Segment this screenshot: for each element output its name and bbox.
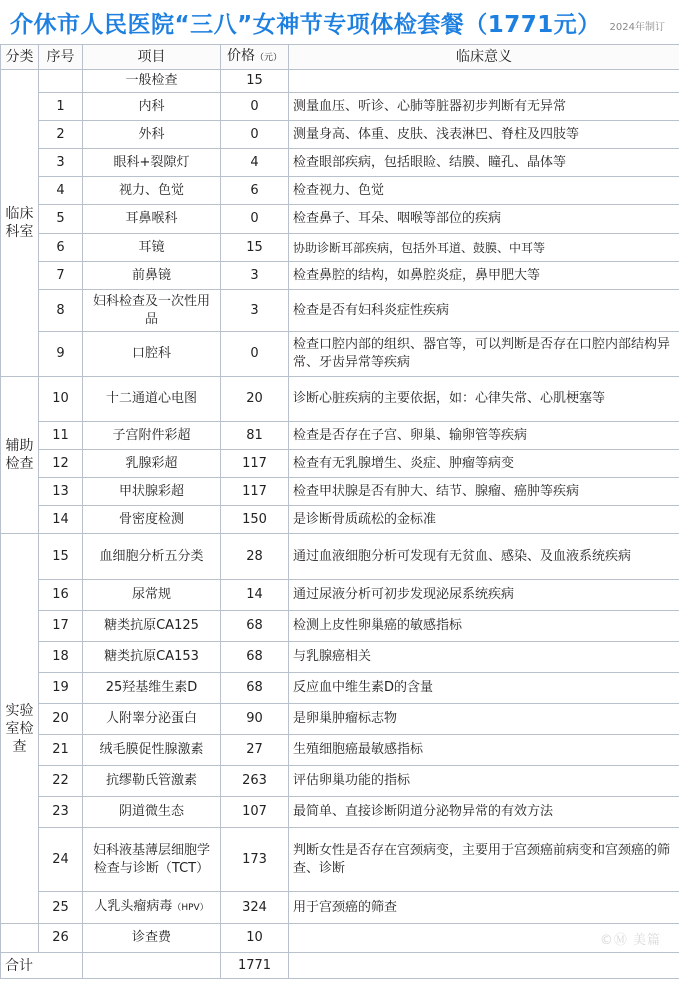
table-row xyxy=(1,766,679,797)
meaning-cell: 诊断心脏疾病的主要依据，如：心律失常、心肌梗塞等 xyxy=(289,377,679,422)
seq-cell: 16 xyxy=(39,580,83,611)
meaning-cell: 判断女性是否存在宫颈病变，主要用于宫颈癌前病变和宫颈癌的筛查、诊断 xyxy=(289,828,679,892)
seq-cell: 9 xyxy=(39,332,83,377)
page-title: 介休市人民医院“三八”女神节专项体检套餐（1771元） xyxy=(10,12,601,38)
header-category: 分类 xyxy=(1,45,39,70)
table-header-row xyxy=(1,45,679,70)
header-item: 项目 xyxy=(83,45,221,70)
header-meaning: 临床意义 xyxy=(289,45,679,70)
seq-cell: 18 xyxy=(39,642,83,673)
price-cell: 4 xyxy=(221,149,289,177)
price-cell: 6 xyxy=(221,177,289,205)
item-cell: 乳腺彩超 xyxy=(83,450,221,478)
item-cell: 血细胞分析五分类 xyxy=(83,534,221,580)
table-row xyxy=(1,205,679,234)
table-row xyxy=(1,234,679,262)
price-cell: 20 xyxy=(221,377,289,422)
price-cell: 68 xyxy=(221,673,289,704)
meaning-cell: 检查是否有妇科炎症性疾病 xyxy=(289,290,679,332)
header-price-unit: （元） xyxy=(254,53,282,63)
seq-cell: 1 xyxy=(39,93,83,121)
table-row xyxy=(1,797,679,828)
seq-cell: 19 xyxy=(39,673,83,704)
item-cell: 耳镜 xyxy=(83,234,221,262)
header xyxy=(0,0,679,44)
item-cell: 前鼻镜 xyxy=(83,262,221,290)
total-label: 合计 xyxy=(1,953,83,979)
item-name: 人乳头瘤病毒 xyxy=(94,899,173,914)
price-cell: 107 xyxy=(221,797,289,828)
item-cell: 妇科检查及一次性用品 xyxy=(83,290,221,332)
meaning-cell: 检查鼻子、耳朵、咽喉等部位的疾病 xyxy=(289,205,679,234)
header-seq: 序号 xyxy=(39,45,83,70)
checkup-package-table xyxy=(0,44,679,979)
seq-cell: 10 xyxy=(39,377,83,422)
price-cell: 27 xyxy=(221,735,289,766)
meaning-cell: 测量身高、体重、皮肤、浅表淋巴、脊柱及四肢等 xyxy=(289,121,679,149)
seq-cell: 24 xyxy=(39,828,83,892)
table-row xyxy=(1,149,679,177)
item-cell: 绒毛膜促性腺激素 xyxy=(83,735,221,766)
price-cell: 0 xyxy=(221,93,289,121)
item-cell: 视力、色觉 xyxy=(83,177,221,205)
header-price-label: 价格 xyxy=(226,48,255,64)
meaning-cell: 检查有无乳腺增生、炎症、肿瘤等病变 xyxy=(289,450,679,478)
table-row xyxy=(1,892,679,924)
price-cell: 28 xyxy=(221,534,289,580)
item-cell: 骨密度检测 xyxy=(83,506,221,534)
meaning-cell: 与乳腺癌相关 xyxy=(289,642,679,673)
seq-cell: 12 xyxy=(39,450,83,478)
seq-cell: 25 xyxy=(39,892,83,924)
table-row xyxy=(1,450,679,478)
item-cell: 十二通道心电图 xyxy=(83,377,221,422)
meaning-cell: 是卵巢肿瘤标志物 xyxy=(289,704,679,735)
meaning-cell: 反应血中维生素D的含量 xyxy=(289,673,679,704)
item-cell: 抗缪勒氏管激素 xyxy=(83,766,221,797)
seq-cell: 11 xyxy=(39,422,83,450)
price-cell: 68 xyxy=(221,611,289,642)
table-row xyxy=(1,580,679,611)
item-cell: 诊查费 xyxy=(83,924,221,953)
price-cell: 263 xyxy=(221,766,289,797)
meaning-cell: 协助诊断耳部疾病，包括外耳道、鼓膜、中耳等 xyxy=(289,234,679,262)
table-row xyxy=(1,290,679,332)
price-cell: 3 xyxy=(221,290,289,332)
item-cell: 子宫附件彩超 xyxy=(83,422,221,450)
table-row xyxy=(1,262,679,290)
item-cell: 妇科液基薄层细胞学检查与诊断（TCT） xyxy=(83,828,221,892)
price-cell: 3 xyxy=(221,262,289,290)
table-row xyxy=(1,828,679,892)
meaning-cell: 检查眼部疾病，包括眼睑、结膜、瞳孔、晶体等 xyxy=(289,149,679,177)
table-row xyxy=(1,422,679,450)
price-cell: 10 xyxy=(221,924,289,953)
seq-cell: 22 xyxy=(39,766,83,797)
price-cell: 324 xyxy=(221,892,289,924)
item-note: （HPV） xyxy=(172,903,209,913)
item-cell: 糖类抗原CA153 xyxy=(83,642,221,673)
price-cell: 0 xyxy=(221,205,289,234)
seq-cell: 2 xyxy=(39,121,83,149)
item-cell: 耳鼻喉科 xyxy=(83,205,221,234)
seq-cell: 8 xyxy=(39,290,83,332)
seq-cell: 26 xyxy=(39,924,83,953)
item-cell: 人附睾分泌蛋白 xyxy=(83,704,221,735)
meaning-cell: 测量血压、听诊、心肺等脏器初步判断有无异常 xyxy=(289,93,679,121)
meaning-cell: 是诊断骨质疏松的金标准 xyxy=(289,506,679,534)
price-cell: 117 xyxy=(221,450,289,478)
total-row xyxy=(1,953,679,979)
table-row xyxy=(1,177,679,205)
table-row xyxy=(1,924,679,953)
table-row xyxy=(1,704,679,735)
meaning-cell: 用于宫颈癌的筛查 xyxy=(289,892,679,924)
year-note: 2024年制订 xyxy=(609,22,665,33)
category-lab: 实验室检查 xyxy=(1,534,39,924)
watermark: ©Ⓜ 美篇 xyxy=(599,933,661,948)
seq-cell: 14 xyxy=(39,506,83,534)
price-cell: 15 xyxy=(221,234,289,262)
price-cell: 81 xyxy=(221,422,289,450)
price-cell: 117 xyxy=(221,478,289,506)
item-cell: 口腔科 xyxy=(83,332,221,377)
table-row xyxy=(1,121,679,149)
table-row xyxy=(1,377,679,422)
header-price xyxy=(221,45,289,70)
price-cell: 173 xyxy=(221,828,289,892)
price-cell: 15 xyxy=(221,70,289,93)
meaning-cell: 检测上皮性卵巢癌的敏感指标 xyxy=(289,611,679,642)
seq-cell: 23 xyxy=(39,797,83,828)
meaning-cell: 通过血液细胞分析可发现有无贫血、感染、及血液系统疾病 xyxy=(289,534,679,580)
meaning-cell: 生殖细胞癌最敏感指标 xyxy=(289,735,679,766)
item-cell: 外科 xyxy=(83,121,221,149)
table-row xyxy=(1,70,679,93)
price-cell: 90 xyxy=(221,704,289,735)
seq-cell: 21 xyxy=(39,735,83,766)
seq-cell: 6 xyxy=(39,234,83,262)
item-cell: 糖类抗原CA125 xyxy=(83,611,221,642)
item-cell xyxy=(83,892,221,924)
table-row xyxy=(1,673,679,704)
table-row xyxy=(1,93,679,121)
seq-cell: 3 xyxy=(39,149,83,177)
table-row xyxy=(1,534,679,580)
table-row xyxy=(1,611,679,642)
price-cell: 14 xyxy=(221,580,289,611)
price-cell: 0 xyxy=(221,121,289,149)
item-cell: 一般检查 xyxy=(83,70,221,93)
item-cell: 25羟基维生素D xyxy=(83,673,221,704)
table-row xyxy=(1,735,679,766)
item-cell: 甲状腺彩超 xyxy=(83,478,221,506)
seq-cell: 13 xyxy=(39,478,83,506)
item-cell: 阴道微生态 xyxy=(83,797,221,828)
seq-cell: 15 xyxy=(39,534,83,580)
category-clinical: 临床科室 xyxy=(1,70,39,377)
seq-cell: 20 xyxy=(39,704,83,735)
meaning-cell: 检查口腔内部的组织、器官等，可以判断是否存在口腔内部结构异常、牙齿异常等疾病 xyxy=(289,332,679,377)
table-row xyxy=(1,506,679,534)
meaning-cell: 检查视力、色觉 xyxy=(289,177,679,205)
category-auxiliary: 辅助检查 xyxy=(1,377,39,534)
total-price: 1771 xyxy=(221,953,289,979)
item-cell: 尿常规 xyxy=(83,580,221,611)
meaning-cell: 最简单、直接诊断阴道分泌物异常的有效方法 xyxy=(289,797,679,828)
item-cell: 眼科+裂隙灯 xyxy=(83,149,221,177)
table-row xyxy=(1,332,679,377)
seq-cell: 5 xyxy=(39,205,83,234)
price-cell: 0 xyxy=(221,332,289,377)
meaning-cell: 检查是否存在子宫、卵巢、输卵管等疾病 xyxy=(289,422,679,450)
seq-cell: 17 xyxy=(39,611,83,642)
seq-cell: 4 xyxy=(39,177,83,205)
table-row xyxy=(1,642,679,673)
price-cell: 68 xyxy=(221,642,289,673)
table-row xyxy=(1,478,679,506)
meaning-cell: 评估卵巢功能的指标 xyxy=(289,766,679,797)
meaning-cell: 通过尿液分析可初步发现泌尿系统疾病 xyxy=(289,580,679,611)
seq-cell: 7 xyxy=(39,262,83,290)
meaning-cell: 检查鼻腔的结构，如鼻腔炎症，鼻甲肥大等 xyxy=(289,262,679,290)
meaning-cell: 检查甲状腺是否有肿大、结节、腺瘤、癌肿等疾病 xyxy=(289,478,679,506)
price-cell: 150 xyxy=(221,506,289,534)
item-cell: 内科 xyxy=(83,93,221,121)
